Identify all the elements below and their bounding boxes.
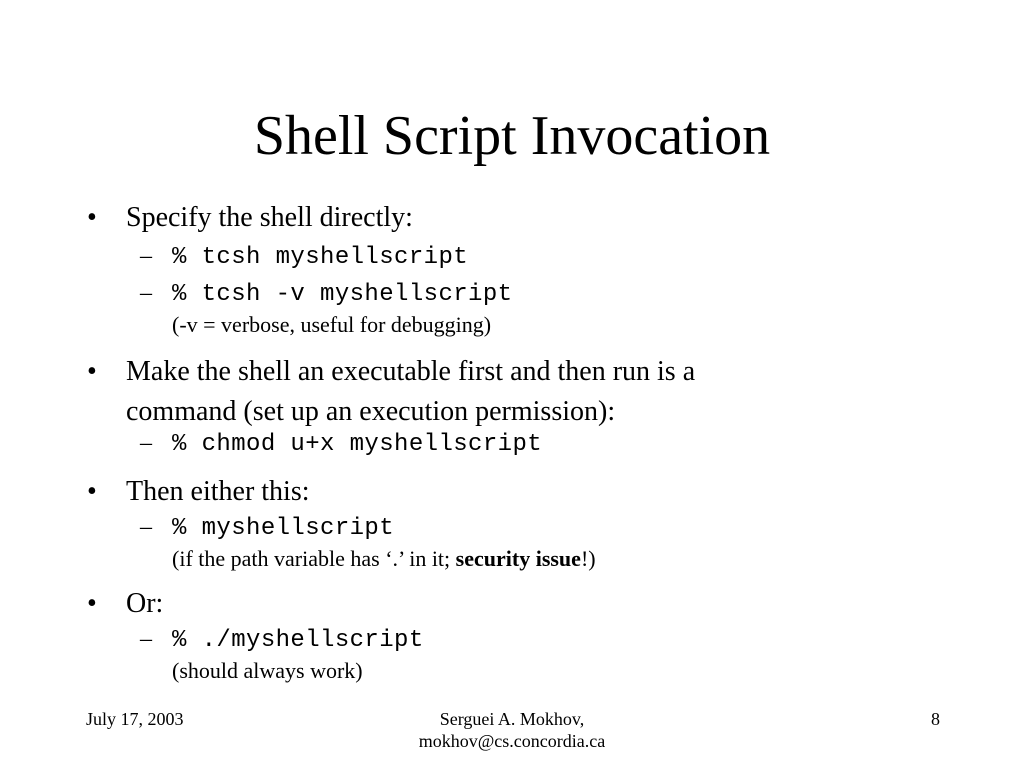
command-code: % myshellscript xyxy=(172,515,395,542)
sub-item xyxy=(84,243,972,271)
sub-item xyxy=(84,430,972,458)
footer-date: July 17, 2003 xyxy=(86,709,184,729)
slide-title: Shell Script Invocation xyxy=(253,105,771,167)
command-note: (should always work) xyxy=(172,658,363,683)
sub-item xyxy=(84,280,972,339)
bullet-item xyxy=(84,584,926,624)
bullet-text: Or: xyxy=(126,588,164,619)
footer-page-number: 8 xyxy=(931,709,940,729)
bullet-dot: • xyxy=(87,588,97,619)
dash: – xyxy=(140,514,152,540)
dash: – xyxy=(140,243,152,269)
command-note xyxy=(172,545,972,573)
dash: – xyxy=(140,430,152,456)
bullet-item xyxy=(84,352,926,432)
bullet-dot: • xyxy=(87,356,97,387)
footer-author xyxy=(0,708,1024,752)
note-text: !) xyxy=(580,546,596,571)
note-text: (if the path variable has ‘.’ in it; xyxy=(172,546,456,571)
dash: – xyxy=(140,626,152,652)
command-code: % tcsh -v myshellscript xyxy=(172,281,513,308)
sub-item xyxy=(84,626,972,685)
bullet-dot: • xyxy=(87,202,97,233)
bullet-item xyxy=(84,198,926,238)
bullet-text-line: command (set up an execution permission): xyxy=(126,396,616,427)
bullet-text: Then either this: xyxy=(126,476,310,507)
bullet-text: Specify the shell directly: xyxy=(126,202,413,233)
note-emphasis: security issue xyxy=(455,546,581,571)
command-note: (-v = verbose, useful for debugging) xyxy=(172,312,492,337)
bullet-dot: • xyxy=(87,476,97,507)
command-code: % ./myshellscript xyxy=(172,627,424,654)
dash: – xyxy=(140,280,152,306)
command-code: % chmod u+x myshellscript xyxy=(172,431,543,458)
bullet-text-line: Make the shell an executable first and then run is a xyxy=(126,356,696,387)
footer-author-email: mokhov@cs.concordia.ca xyxy=(418,731,606,751)
footer-author-name: Serguei A. Mokhov, xyxy=(439,709,585,729)
command-code: % tcsh myshellscript xyxy=(172,244,469,271)
bullet-item xyxy=(84,472,926,512)
sub-item xyxy=(84,514,972,573)
